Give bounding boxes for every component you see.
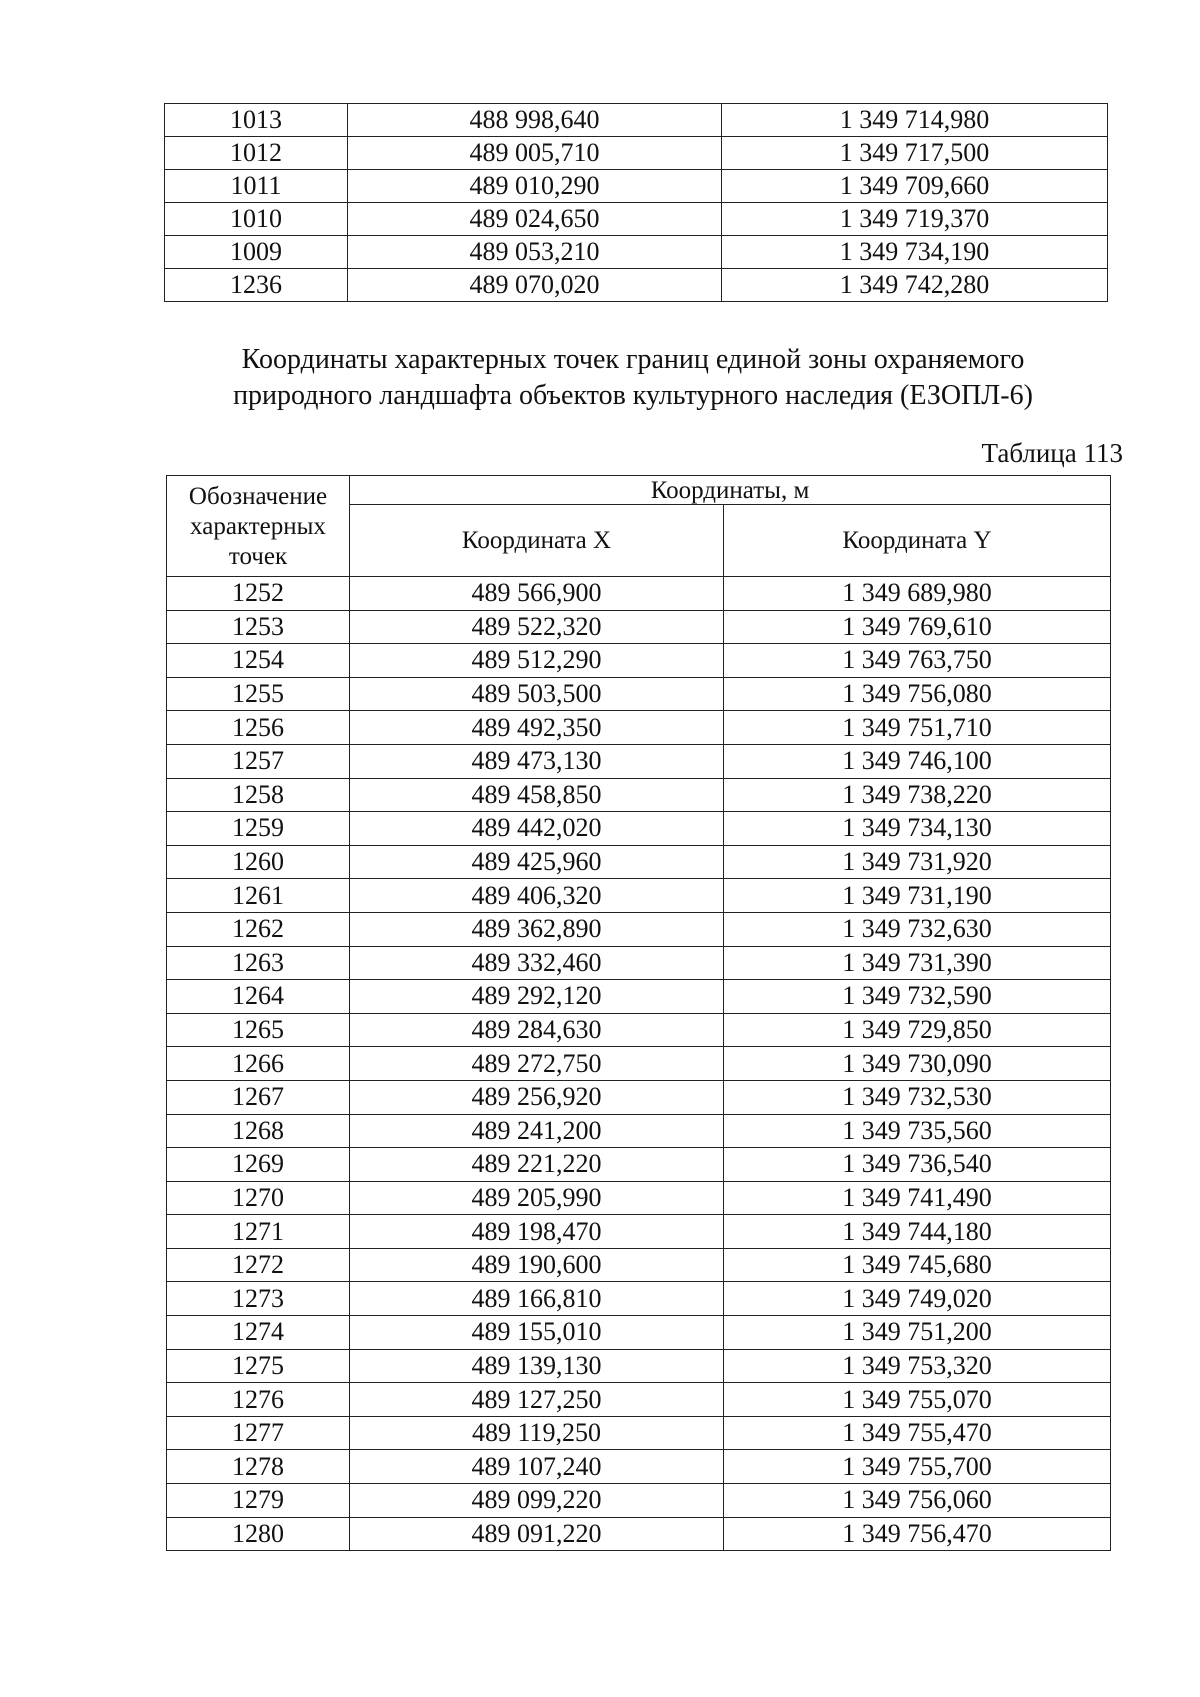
- y-cell: 1 349 731,190: [724, 879, 1111, 913]
- y-cell: 1 349 756,060: [724, 1484, 1111, 1518]
- point-cell: 1009: [165, 236, 348, 269]
- point-cell: 1278: [167, 1450, 350, 1484]
- table-row: [167, 845, 1111, 879]
- y-cell: 1 349 746,100: [724, 744, 1111, 778]
- table-row: [167, 946, 1111, 980]
- header-y: Координата Y: [724, 505, 1111, 577]
- y-cell: 1 349 714,980: [722, 104, 1108, 137]
- y-cell: 1 349 751,710: [724, 711, 1111, 745]
- point-cell: 1265: [167, 1013, 350, 1047]
- table-number: Таблица 113: [981, 438, 1123, 468]
- table-row: [167, 912, 1111, 946]
- section-heading-line-1: Координаты характерных точек границ единой зоны охраняемого: [241, 344, 1025, 375]
- point-cell: 1276: [167, 1383, 350, 1417]
- x-cell: 489 362,890: [350, 912, 724, 946]
- y-cell: 1 349 755,070: [724, 1383, 1111, 1417]
- header-points: [167, 476, 350, 577]
- point-cell: 1255: [167, 677, 350, 711]
- y-cell: 1 349 732,630: [724, 912, 1111, 946]
- x-cell: 489 099,220: [350, 1484, 724, 1518]
- y-cell: 1 349 749,020: [724, 1282, 1111, 1316]
- x-cell: 489 155,010: [350, 1316, 724, 1350]
- point-cell: 1274: [167, 1316, 350, 1350]
- x-cell: 489 127,250: [350, 1383, 724, 1417]
- header-x: Координата X: [350, 505, 724, 577]
- header-points-line-3: точек: [228, 543, 288, 570]
- x-cell: 489 503,500: [350, 677, 724, 711]
- point-cell: 1258: [167, 778, 350, 812]
- table-row: [165, 170, 1108, 203]
- table-row: [165, 269, 1108, 302]
- x-cell: 489 566,900: [350, 577, 724, 611]
- x-cell: 489 492,350: [350, 711, 724, 745]
- point-cell: 1262: [167, 912, 350, 946]
- header-coordinates: Координаты, м: [350, 476, 1111, 505]
- table-row: [167, 879, 1111, 913]
- table-row: [165, 236, 1108, 269]
- y-cell: 1 349 744,180: [724, 1215, 1111, 1249]
- y-cell: 1 349 756,470: [724, 1517, 1111, 1551]
- x-cell: 489 512,290: [350, 644, 724, 678]
- point-cell: 1254: [167, 644, 350, 678]
- y-cell: 1 349 751,200: [724, 1316, 1111, 1350]
- point-cell: 1260: [167, 845, 350, 879]
- point-cell: 1264: [167, 980, 350, 1014]
- y-cell: 1 349 769,610: [724, 610, 1111, 644]
- point-cell: 1266: [167, 1047, 350, 1081]
- x-cell: 488 998,640: [348, 104, 722, 137]
- y-cell: 1 349 734,130: [724, 812, 1111, 846]
- y-cell: 1 349 735,560: [724, 1114, 1111, 1148]
- table-row: [167, 1383, 1111, 1417]
- point-cell: 1013: [165, 104, 348, 137]
- x-cell: 489 221,220: [350, 1148, 724, 1182]
- y-cell: 1 349 730,090: [724, 1047, 1111, 1081]
- table-row: [167, 1047, 1111, 1081]
- x-cell: 489 107,240: [350, 1450, 724, 1484]
- coordinates-table: [166, 475, 1111, 1551]
- y-cell: 1 349 717,500: [722, 137, 1108, 170]
- y-cell: 1 349 734,190: [722, 236, 1108, 269]
- table-row: [167, 1215, 1111, 1249]
- x-cell: 489 256,920: [350, 1080, 724, 1114]
- table-row: [167, 744, 1111, 778]
- section-heading-line-2: природного ландшафта объектов культурного наследия (ЕЗОПЛ-6): [233, 380, 1033, 411]
- table-row: [165, 137, 1108, 170]
- y-cell: 1 349 736,540: [724, 1148, 1111, 1182]
- x-cell: 489 010,290: [348, 170, 722, 203]
- table-row: [167, 677, 1111, 711]
- x-cell: 489 284,630: [350, 1013, 724, 1047]
- table-row: [167, 1282, 1111, 1316]
- table-row: [167, 577, 1111, 611]
- table-row: [167, 644, 1111, 678]
- y-cell: 1 349 732,530: [724, 1080, 1111, 1114]
- point-cell: 1011: [165, 170, 348, 203]
- y-cell: 1 349 738,220: [724, 778, 1111, 812]
- table-row: [165, 104, 1108, 137]
- point-cell: 1268: [167, 1114, 350, 1148]
- x-cell: 489 332,460: [350, 946, 724, 980]
- x-cell: 489 005,710: [348, 137, 722, 170]
- point-cell: 1275: [167, 1349, 350, 1383]
- x-cell: 489 024,650: [348, 203, 722, 236]
- table-row: [167, 1349, 1111, 1383]
- point-cell: 1267: [167, 1080, 350, 1114]
- table-row: [165, 203, 1108, 236]
- point-cell: 1252: [167, 577, 350, 611]
- point-cell: 1259: [167, 812, 350, 846]
- x-cell: 489 442,020: [350, 812, 724, 846]
- y-cell: 1 349 731,390: [724, 946, 1111, 980]
- y-cell: 1 349 741,490: [724, 1181, 1111, 1215]
- x-cell: 489 070,020: [348, 269, 722, 302]
- table-row: [167, 1450, 1111, 1484]
- x-cell: 489 473,130: [350, 744, 724, 778]
- x-cell: 489 198,470: [350, 1215, 724, 1249]
- x-cell: 489 205,990: [350, 1181, 724, 1215]
- y-cell: 1 349 732,590: [724, 980, 1111, 1014]
- point-cell: 1257: [167, 744, 350, 778]
- header-row: [167, 476, 1111, 505]
- table-row: [167, 1181, 1111, 1215]
- y-cell: 1 349 742,280: [722, 269, 1108, 302]
- y-cell: 1 349 753,320: [724, 1349, 1111, 1383]
- point-cell: 1270: [167, 1181, 350, 1215]
- x-cell: 489 458,850: [350, 778, 724, 812]
- y-cell: 1 349 731,920: [724, 845, 1111, 879]
- section-heading: [160, 342, 1106, 414]
- table-row: [167, 711, 1111, 745]
- x-cell: 489 292,120: [350, 980, 724, 1014]
- y-cell: 1 349 755,470: [724, 1416, 1111, 1450]
- point-cell: 1261: [167, 879, 350, 913]
- point-cell: 1012: [165, 137, 348, 170]
- table-row: [167, 980, 1111, 1014]
- table-row: [167, 610, 1111, 644]
- x-cell: 489 091,220: [350, 1517, 724, 1551]
- table-row: [167, 1484, 1111, 1518]
- y-cell: 1 349 763,750: [724, 644, 1111, 678]
- point-cell: 1271: [167, 1215, 350, 1249]
- x-cell: 489 139,130: [350, 1349, 724, 1383]
- x-cell: 489 425,960: [350, 845, 724, 879]
- point-cell: 1280: [167, 1517, 350, 1551]
- point-cell: 1263: [167, 946, 350, 980]
- point-cell: 1279: [167, 1484, 350, 1518]
- x-cell: 489 406,320: [350, 879, 724, 913]
- point-cell: 1277: [167, 1416, 350, 1450]
- x-cell: 489 053,210: [348, 236, 722, 269]
- point-cell: 1236: [165, 269, 348, 302]
- table-row: [167, 1416, 1111, 1450]
- table-row: [167, 1316, 1111, 1350]
- x-cell: 489 522,320: [350, 610, 724, 644]
- point-cell: 1253: [167, 610, 350, 644]
- y-cell: 1 349 689,980: [724, 577, 1111, 611]
- x-cell: 489 166,810: [350, 1282, 724, 1316]
- y-cell: 1 349 709,660: [722, 170, 1108, 203]
- table-row: [167, 812, 1111, 846]
- point-cell: 1010: [165, 203, 348, 236]
- point-cell: 1269: [167, 1148, 350, 1182]
- x-cell: 489 272,750: [350, 1047, 724, 1081]
- previous-coordinates-table: [164, 103, 1108, 302]
- y-cell: 1 349 755,700: [724, 1450, 1111, 1484]
- table-row: [167, 778, 1111, 812]
- table-row: [167, 1517, 1111, 1551]
- table-row: [167, 1248, 1111, 1282]
- y-cell: 1 349 729,850: [724, 1013, 1111, 1047]
- x-cell: 489 119,250: [350, 1416, 724, 1450]
- point-cell: 1273: [167, 1282, 350, 1316]
- x-cell: 489 241,200: [350, 1114, 724, 1148]
- x-cell: 489 190,600: [350, 1248, 724, 1282]
- y-cell: 1 349 719,370: [722, 203, 1108, 236]
- y-cell: 1 349 745,680: [724, 1248, 1111, 1282]
- table-row: [167, 1080, 1111, 1114]
- table-row: [167, 1114, 1111, 1148]
- y-cell: 1 349 756,080: [724, 677, 1111, 711]
- header-points-line-2: характерных: [190, 513, 326, 540]
- point-cell: 1256: [167, 711, 350, 745]
- header-points-line-1: Обозначение: [188, 483, 328, 510]
- point-cell: 1272: [167, 1248, 350, 1282]
- table-row: [167, 1013, 1111, 1047]
- table-row: [167, 1148, 1111, 1182]
